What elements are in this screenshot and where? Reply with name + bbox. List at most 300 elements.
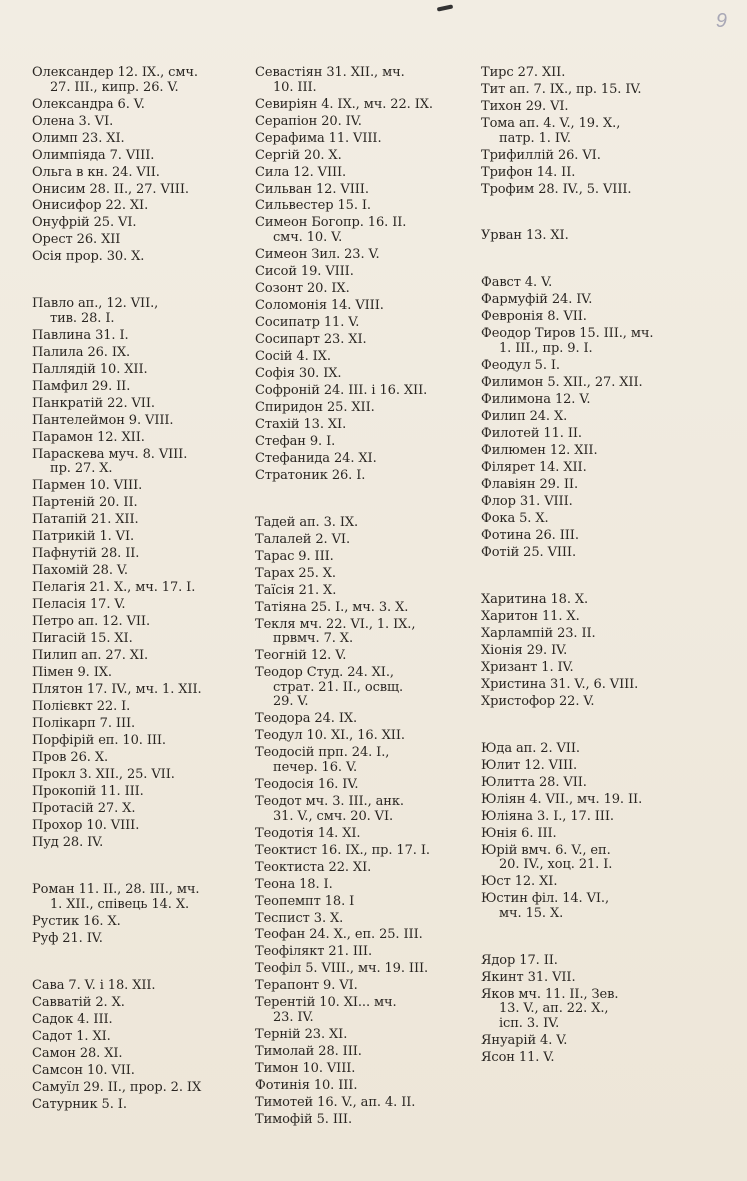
name-entry — [255, 299, 491, 314]
entry-line: Параскева муч. 8. VIII. — [32, 446, 188, 462]
entry-line: Памфил 29. II. — [32, 378, 131, 394]
entry-line: Татіяна 25. I., мч. 3. X. — [255, 599, 409, 615]
name-entry — [255, 1113, 491, 1128]
entry-line: Януарій 4. V. — [481, 1032, 568, 1048]
entry-line: Онисифор 22. XI. — [32, 198, 149, 214]
name-entry — [255, 827, 491, 842]
name-entry — [32, 615, 268, 630]
name-entry — [255, 183, 491, 198]
letter-group — [481, 66, 717, 197]
entry-line: Ясон 11. V. — [481, 1049, 555, 1065]
name-entry — [481, 66, 717, 81]
entry-line: Юрій вмч. 6. V., еп. — [481, 842, 611, 858]
entry-line: Паллядій 10. XII. — [32, 361, 148, 377]
name-entry — [255, 567, 491, 582]
name-entry — [255, 666, 491, 710]
name-entry — [481, 678, 717, 693]
entry-continuation-line: мч. 15. X. — [499, 905, 564, 921]
name-entry — [32, 115, 268, 130]
name-entry — [255, 199, 491, 214]
entry-line: Терапонт 9. VI. — [255, 978, 358, 994]
name-entry — [481, 461, 717, 476]
name-entry — [255, 452, 491, 467]
name-entry — [32, 363, 268, 378]
name-entry — [32, 979, 268, 994]
entry-line: Сисой 19. VIII. — [255, 264, 354, 280]
letter-group — [481, 593, 717, 710]
name-entry — [481, 1034, 717, 1049]
index-column-1 — [32, 66, 268, 1115]
name-entry — [255, 98, 491, 113]
entry-line: Теофілякт 21. III. — [255, 944, 372, 960]
entry-line: Теоктист 16. IX., пр. 17. I. — [255, 842, 430, 858]
name-entry — [32, 98, 268, 113]
name-entry — [255, 149, 491, 164]
letter-group — [32, 883, 268, 946]
entry-line: Юліян 4. VII., мч. 19. II. — [481, 791, 643, 807]
entry-line: Петро ап. 12. VII. — [32, 614, 150, 630]
entry-line: Олимп 23. XI. — [32, 130, 125, 146]
name-entry — [255, 778, 491, 793]
name-entry — [32, 836, 268, 851]
name-entry — [255, 996, 491, 1025]
entry-line: Савватій 2. X. — [32, 994, 125, 1010]
name-entry — [481, 759, 717, 774]
name-entry — [32, 932, 268, 947]
name-entry — [255, 533, 491, 548]
entry-continuation-line: тив. 28. I. — [50, 311, 115, 327]
name-entry — [32, 1098, 268, 1113]
entry-continuation-line: смч. 10. V. — [273, 230, 343, 246]
name-entry — [32, 632, 268, 647]
entry-line: Севастіян 31. XII., мч. — [255, 65, 405, 80]
entry-continuation-line: првмч. 7. X. — [273, 631, 353, 647]
letter-group-gap — [481, 924, 717, 954]
name-entry — [255, 350, 491, 365]
name-entry — [32, 1064, 268, 1079]
entry-line: Терентій 10. XI... мч. — [255, 995, 397, 1011]
name-entry — [32, 166, 268, 181]
name-entry — [32, 414, 268, 429]
entry-line: Олимпіяда 7. VIII. — [32, 147, 155, 163]
name-entry — [481, 327, 717, 356]
entry-line: Павло ап., 12. VII., — [32, 296, 159, 312]
entry-line: Фавст 4. V. — [481, 275, 553, 291]
entry-line: Христина 31. V., 6. VIII. — [481, 676, 639, 692]
entry-line: Фотина 26. III. — [481, 527, 579, 543]
letter-group — [481, 742, 717, 922]
name-entry — [481, 427, 717, 442]
name-entry — [32, 216, 268, 231]
entry-line: Филимон 5. XII., 27. XII. — [481, 374, 643, 390]
name-entry — [32, 250, 268, 265]
name-entry — [32, 819, 268, 834]
index-column-2 — [255, 66, 491, 1130]
name-entry — [255, 878, 491, 893]
name-entry — [32, 1030, 268, 1045]
entry-line: Теодотія 14. XI. — [255, 825, 361, 841]
name-entry — [255, 66, 491, 95]
entry-line: Стефанида 24. XI. — [255, 450, 377, 466]
name-entry — [32, 915, 268, 930]
entry-line: Феодор Тиров 15. III., мч. — [481, 326, 654, 342]
entry-line: Симеон Богопр. 16. II. — [255, 215, 407, 231]
name-entry — [32, 496, 268, 511]
entry-line: Симеон Зил. 23. V. — [255, 247, 380, 263]
entry-line: Таїсія 21. X. — [255, 582, 337, 598]
entry-line: Сосипатр 11. V. — [255, 314, 360, 330]
entry-line: Стратоник 26. I. — [255, 467, 366, 483]
name-entry — [481, 610, 717, 625]
entry-line: Сава 7. V. і 18. XII. — [32, 977, 156, 993]
name-entry — [255, 1062, 491, 1077]
entry-continuation-line: 10. III. — [273, 79, 317, 95]
name-entry — [255, 861, 491, 876]
entry-line: Севиріян 4. IX., мч. 22. IX. — [255, 96, 433, 112]
entry-line: Юстин філ. 14. VI., — [481, 891, 609, 907]
name-entry — [32, 666, 268, 681]
entry-line: Онисим 28. II., 27. VIII. — [32, 181, 189, 197]
name-entry — [255, 216, 491, 245]
page-number: 9 — [715, 10, 727, 32]
entry-line: Юліяна 3. I., 17. III. — [481, 808, 614, 824]
letter-group — [32, 297, 268, 850]
name-entry — [255, 401, 491, 416]
name-entry — [32, 683, 268, 698]
name-entry — [481, 276, 717, 291]
name-entry — [32, 1047, 268, 1062]
name-entry — [481, 776, 717, 791]
entry-line: Теона 18. I. — [255, 876, 333, 892]
name-entry — [481, 512, 717, 527]
name-entry — [255, 844, 491, 859]
name-entry — [255, 132, 491, 147]
name-entry — [32, 734, 268, 749]
name-entry — [32, 547, 268, 562]
name-entry — [481, 695, 717, 710]
entry-line: Протасій 27. X. — [32, 801, 136, 817]
entry-continuation-line: патр. 1. IV. — [499, 130, 571, 146]
entry-line: Прокл 3. XII., 25. VII. — [32, 767, 175, 783]
name-entry — [481, 661, 717, 676]
entry-line: Тихон 29. VI. — [481, 98, 569, 114]
name-entry — [32, 149, 268, 164]
entry-line: Олена 3. VI. — [32, 113, 114, 129]
letter-group-gap — [481, 563, 717, 593]
entry-line: Стефан 9. I. — [255, 433, 336, 449]
name-entry — [32, 183, 268, 198]
name-entry — [32, 1013, 268, 1028]
name-entry — [32, 1081, 268, 1096]
letter-group-gap — [32, 949, 268, 979]
entry-line: Тарах 25. X. — [255, 565, 336, 581]
entry-line: Филюмен 12. XII. — [481, 442, 598, 458]
name-entry — [481, 875, 717, 890]
entry-continuation-line: 31. V., смч. 20. VI. — [273, 808, 394, 824]
name-entry — [32, 479, 268, 494]
ink-mark — [437, 4, 453, 11]
name-entry — [255, 1028, 491, 1043]
entry-line: Софія 30. IX. — [255, 365, 342, 381]
entry-line: Тимон 10. VIII. — [255, 1060, 356, 1076]
name-entry — [32, 199, 268, 214]
entry-line: Ядор 17. II. — [481, 952, 558, 968]
name-entry — [255, 550, 491, 565]
entry-line: Трифон 14. II. — [481, 164, 576, 180]
entry-line: Юлит 12. VIII. — [481, 757, 578, 773]
entry-line: Пуд 28. IV. — [32, 835, 104, 851]
name-entry — [255, 316, 491, 331]
entry-continuation-line: страт. 21. II., освщ. — [273, 679, 404, 695]
entry-line: Софроній 24. III. і 16. XII. — [255, 382, 428, 398]
name-entry — [32, 996, 268, 1011]
name-entry — [481, 229, 717, 244]
entry-line: Филотей 11. II. — [481, 425, 582, 441]
name-entry — [32, 397, 268, 412]
name-entry — [32, 802, 268, 817]
entry-line: Харитина 18. X. — [481, 591, 589, 607]
entry-line: Сильван 12. VIII. — [255, 181, 369, 197]
name-entry — [481, 376, 717, 391]
entry-continuation-line: 23. IV. — [273, 1010, 314, 1026]
entry-line: Олександра 6. V. — [32, 96, 145, 112]
entry-continuation-line: 29. V. — [273, 694, 309, 710]
entry-line: Онуфрій 25. VI. — [32, 215, 137, 231]
entry-line: Партеній 20. II. — [32, 495, 138, 511]
index-column-3 — [481, 66, 717, 1068]
entry-line: Тимолай 28. III. — [255, 1043, 362, 1059]
name-entry — [255, 649, 491, 664]
name-entry — [255, 601, 491, 616]
name-entry — [255, 1096, 491, 1111]
name-entry — [32, 380, 268, 395]
entry-line: Руф 21. IV. — [32, 930, 103, 946]
name-entry — [481, 546, 717, 561]
name-entry — [32, 581, 268, 596]
name-entry — [481, 310, 717, 325]
entry-line: Панкратій 22. VII. — [32, 395, 155, 411]
entry-line: Роман 11. II., 28. III., мч. — [32, 882, 200, 898]
entry-line: Тимотей 16. V., ап. 4. II. — [255, 1094, 416, 1110]
entry-line: Пилип ап. 27. XI. — [32, 648, 149, 664]
entry-line: Патапій 21. XII. — [32, 512, 139, 528]
entry-line: Полікарп 7. III. — [32, 716, 136, 732]
entry-line: Урван 13. XI. — [481, 228, 569, 244]
entry-continuation-line: 1. III., пр. 9. I. — [499, 341, 593, 357]
entry-line: Созонт 20. IX. — [255, 281, 350, 297]
name-entry — [32, 297, 268, 326]
entry-line: Пімен 9. IX. — [32, 665, 112, 681]
name-entry — [255, 746, 491, 775]
entry-line: Флор 31. VIII. — [481, 493, 573, 509]
name-entry — [481, 593, 717, 608]
entry-line: Палила 26. IX. — [32, 344, 131, 360]
entry-line: Тимофій 5. III. — [255, 1111, 352, 1127]
name-entry — [255, 469, 491, 484]
entry-line: Теоктиста 22. XI. — [255, 859, 372, 875]
name-entry — [481, 627, 717, 642]
entry-line: Пелагія 21. X., мч. 17. I. — [32, 580, 196, 596]
name-entry — [32, 132, 268, 147]
entry-line: Орест 26. XII — [32, 232, 121, 248]
name-entry — [481, 529, 717, 544]
letter-group — [255, 66, 491, 483]
letter-group — [481, 954, 717, 1066]
name-entry — [32, 598, 268, 613]
entry-line: Теофан 24. X., еп. 25. III. — [255, 927, 423, 943]
entry-line: Тарас 9. III. — [255, 548, 334, 564]
entry-line: Сосій 4. IX. — [255, 348, 331, 364]
entry-line: Юнія 6. III. — [481, 825, 557, 841]
entry-line: Пафнутій 28. II. — [32, 546, 140, 562]
name-entry — [481, 742, 717, 757]
entry-line: Теодор Студ. 24. XI., — [255, 665, 394, 681]
entry-line: Тадей ап. 3. IX. — [255, 514, 359, 530]
name-entry — [481, 644, 717, 659]
entry-continuation-line: 13. V., ап. 22. X., — [499, 1001, 609, 1017]
letter-group-gap — [255, 486, 491, 516]
entry-line: Текля мч. 22. VI., 1. IX., — [255, 616, 416, 632]
name-entry — [32, 431, 268, 446]
name-entry — [32, 785, 268, 800]
name-entry — [481, 149, 717, 164]
entry-line: Февронія 8. VII. — [481, 309, 587, 325]
entry-line: Тит ап. 7. IX., пр. 15. IV. — [481, 81, 642, 97]
entry-line: Прокопій 11. III. — [32, 784, 144, 800]
name-entry — [255, 418, 491, 433]
name-entry — [481, 359, 717, 374]
name-entry — [32, 530, 268, 545]
entry-line: Філярет 14. XII. — [481, 459, 587, 475]
entry-continuation-line: ісп. 3. IV. — [499, 1015, 560, 1031]
name-entry — [32, 717, 268, 732]
entry-line: Филимона 12. V. — [481, 391, 591, 407]
name-entry — [481, 827, 717, 842]
entry-line: Самсон 10. VII. — [32, 1062, 135, 1078]
name-entry — [255, 435, 491, 450]
entry-continuation-line: пр. 27. X. — [50, 461, 113, 477]
name-entry — [481, 444, 717, 459]
name-entry — [255, 1079, 491, 1094]
entry-continuation-line: 20. IV., хоц. 21. I. — [499, 857, 613, 873]
entry-line: Стахій 13. XI. — [255, 416, 347, 432]
entry-line: Юлитта 28. VII. — [481, 774, 587, 790]
entry-line: Пигасій 15. XI. — [32, 631, 133, 647]
entry-line: Садот 1. XI. — [32, 1028, 111, 1044]
name-entry — [32, 649, 268, 664]
entry-line: Патрикій 1. VI. — [32, 529, 135, 545]
letter-group — [481, 276, 717, 560]
name-entry — [255, 115, 491, 130]
entry-line: Пров 26. X. — [32, 750, 109, 766]
name-entry — [32, 513, 268, 528]
name-entry — [481, 1051, 717, 1066]
name-entry — [255, 282, 491, 297]
letter-group — [255, 516, 491, 1128]
entry-line: Спиридон 25. XII. — [255, 399, 375, 415]
entry-line: Серафима 11. VIII. — [255, 130, 382, 146]
entry-line: Теодосія 16. IV. — [255, 777, 359, 793]
name-entry — [481, 988, 717, 1032]
entry-line: Плятон 17. IV., мч. 1. XII. — [32, 682, 202, 698]
name-entry — [255, 248, 491, 263]
entry-line: Фотій 25. VIII. — [481, 544, 576, 560]
entry-continuation-line: 1. XII., співець 14. X. — [50, 896, 190, 912]
entry-line: Серапіон 20. IV. — [255, 113, 362, 129]
entry-line: Теодосій прп. 24. I., — [255, 745, 390, 761]
entry-line: Христофор 22. V. — [481, 693, 595, 709]
entry-line: Сатурник 5. I. — [32, 1096, 127, 1112]
entry-line: Пантелеймон 9. VIII. — [32, 412, 174, 428]
name-entry — [255, 516, 491, 531]
entry-line: Прохор 10. VIII. — [32, 818, 140, 834]
entry-line: Филип 24. X. — [481, 408, 568, 424]
name-entry — [255, 928, 491, 943]
entry-line: Харитон 11. X. — [481, 608, 580, 624]
entry-line: Юда ап. 2. VII. — [481, 740, 580, 756]
name-entry — [255, 1045, 491, 1060]
name-entry — [481, 393, 717, 408]
entry-line: Олександер 12. IX., смч. — [32, 65, 198, 80]
name-entry — [481, 793, 717, 808]
name-entry — [481, 810, 717, 825]
name-entry — [481, 495, 717, 510]
entry-line: Павлина 31. I. — [32, 328, 129, 343]
entry-line: Теодул 10. XI., 16. XII. — [255, 728, 405, 744]
name-entry — [481, 971, 717, 986]
entry-line: Самон 28. XI. — [32, 1045, 123, 1061]
entry-line: Теспист 3. X. — [255, 910, 344, 926]
entry-line: Порфірій еп. 10. III. — [32, 733, 166, 749]
name-entry — [481, 844, 717, 873]
entry-line: Фотинія 10. III. — [255, 1077, 358, 1093]
name-entry — [255, 618, 491, 647]
letter-group-gap — [32, 853, 268, 883]
entry-line: Сила 12. VIII. — [255, 164, 347, 180]
entry-line: Пахомій 28. V. — [32, 563, 128, 579]
entry-line: Теодора 24. IX. — [255, 711, 358, 727]
entry-line: Сильвестер 15. I. — [255, 198, 371, 214]
name-entry — [255, 979, 491, 994]
entry-line: Полієвкт 22. I. — [32, 699, 131, 715]
name-entry — [255, 729, 491, 744]
name-entry — [481, 117, 717, 146]
name-entry — [32, 448, 268, 477]
entry-line: Яков мч. 11. II., Зев. — [481, 986, 619, 1002]
entry-line: Теофіл 5. VIII., мч. 19. III. — [255, 961, 429, 977]
entry-line: Парамон 12. XII. — [32, 429, 145, 445]
name-entry — [481, 100, 717, 115]
entry-line: Тома ап. 4. V., 19. X., — [481, 115, 621, 131]
entry-line: Самуїл 29. II., прор. 2. IX — [32, 1079, 202, 1095]
name-entry — [32, 66, 268, 95]
entry-line: Трифиллій 26. VI. — [481, 147, 601, 163]
name-entry — [255, 166, 491, 181]
name-entry — [481, 83, 717, 98]
entry-continuation-line: печер. 16. V. — [273, 760, 357, 776]
entry-line: Флавіян 29. II. — [481, 476, 578, 492]
entry-line: Хризант 1. IV. — [481, 659, 574, 675]
name-entry — [255, 895, 491, 910]
entry-line: Сосипарт 23. XI. — [255, 331, 367, 347]
name-entry — [255, 962, 491, 977]
entry-line: Тирс 27. XII. — [481, 65, 566, 80]
entry-line: Талалей 2. VI. — [255, 531, 350, 547]
name-entry — [32, 751, 268, 766]
entry-line: Рустик 16. X. — [32, 913, 121, 929]
entry-line: Осія прор. 30. X. — [32, 249, 145, 265]
entry-line: Фармуфій 24. IV. — [481, 292, 593, 308]
